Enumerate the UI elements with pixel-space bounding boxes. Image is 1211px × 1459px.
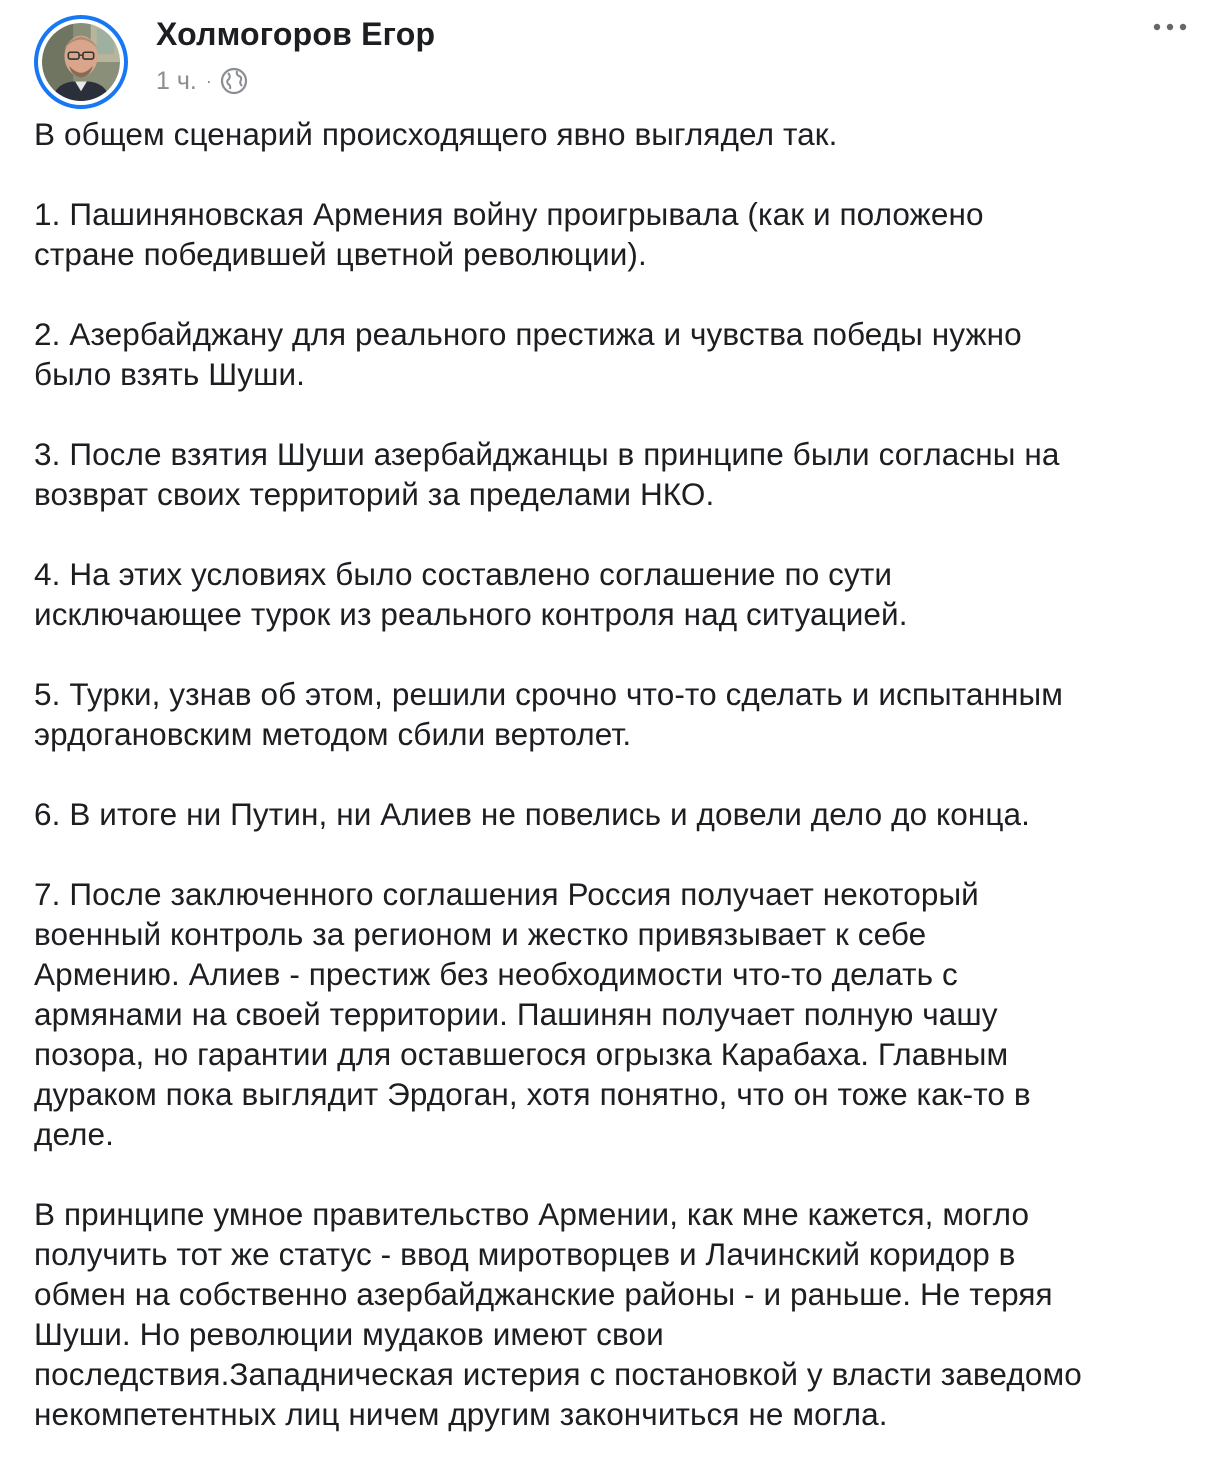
more-options-icon xyxy=(1152,22,1188,32)
post-text xyxy=(34,114,1194,1434)
post-paragraph: 7. После заключенного соглашения Россия получает некоторый военный контроль за регионом и жестко привязывает к себе Армению. Алиев - престиж без необходимости что-то делать с армянами на своей территории. Пашинян получает полную чашу позора, но гарантии для оставшегося огрызка Карабаха. Главным дураком пока выглядит Эрдоган, хотя понятно, что он тоже как-то в деле. xyxy=(34,876,1031,1152)
post-paragraph: В общем сценарий происходящего явно выглядел так. xyxy=(34,116,838,152)
post-paragraph: 6. В итоге ни Путин, ни Алиев не повелись и довели дело до конца. xyxy=(34,796,1031,832)
avatar-story-ring[interactable] xyxy=(34,15,128,109)
post-paragraph: 2. Азербайджану для реального престижа и чувства победы нужно было взять Шуши. xyxy=(34,316,1022,392)
avatar[interactable] xyxy=(42,23,120,101)
post-header xyxy=(0,0,1211,110)
post-paragraph: 3. После взятия Шуши азербайджанцы в принципе были согласны на возврат своих территорий за пределами НКО. xyxy=(34,436,1060,512)
meta-separator: · xyxy=(205,70,212,91)
author-name[interactable]: Холмогоров Егор xyxy=(156,16,436,52)
post-paragraph: 5. Турки, узнав об этом, решили срочно что-то сделать и испытанным эрдогановским методом сбили вертолет. xyxy=(34,676,1064,752)
post-meta xyxy=(156,64,248,98)
post-paragraph: 1. Пашиняновская Армения войну проигрывала (как и положено стране победившей цветной революции). xyxy=(34,196,984,272)
more-options-button[interactable] xyxy=(1148,12,1192,42)
globe-icon[interactable] xyxy=(220,67,248,95)
post-paragraph: 4. На этих условиях было составлено соглашение по сути исключающее турок из реального контроля над ситуацией. xyxy=(34,556,908,632)
post-timestamp[interactable]: 1 ч. xyxy=(156,66,197,95)
post-paragraph: В принципе умное правительство Армении, как мне кажется, могло получить тот же статус - ввод миротворцев и Лачинский коридор в обмен на собственно азербайджанские районы - и раньше. Не теряя Шуши. Но революции мудаков имеют свои последствия.Западническая истерия с постановкой у власти заведомо некомпетентных лиц ничем другим закончиться не могла. xyxy=(34,1196,1082,1432)
